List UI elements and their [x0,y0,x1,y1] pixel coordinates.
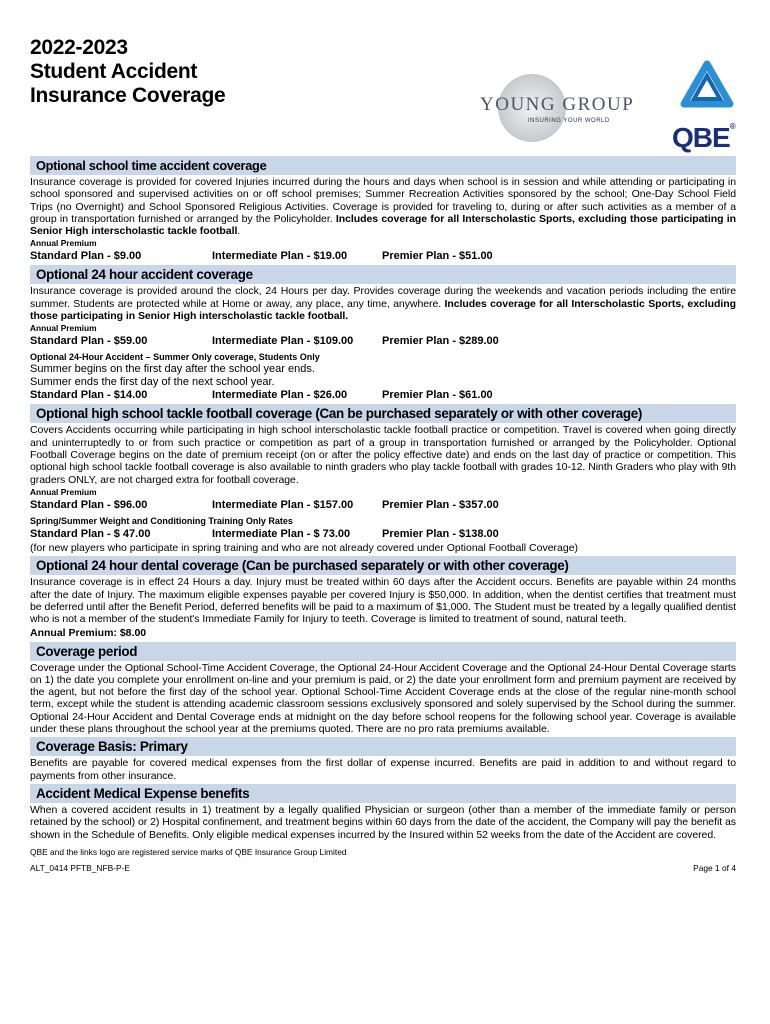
spring-training-label: Spring/Summer Weight and Conditioning Training Only Rates [30,515,293,526]
standard-plan: Standard Plan - $9.00 [30,250,142,263]
dental-premium: Annual Premium: $8.00 [30,626,147,639]
premier-plan: Premier Plan - $138.00 [382,527,499,540]
young-group-logo-text: YOUNG GROUP [480,94,635,115]
plan-row [30,527,736,541]
intermediate-plan: Intermediate Plan - $157.00 [212,498,354,511]
premier-plan: Premier Plan - $61.00 [382,389,493,402]
page-number: Page 1 of 4 [693,862,736,873]
section-body-football: Covers Accidents occurring while participating in high school interscholastic tackle football practice or competition. Travel is covered when going directly and uninterruptedly to or from such practice or competition as part of a group in transportation furnished or arranged by the Policyholder. Optional Football Coverage begins on the date of premium receipt (on or after the policy effective date) and ends on the last day of practice or competition. This optional high school tackle football coverage is also available to ninth graders who play tackle football with grades 10-12. Ninth Graders who play with 9th graders ONLY, are not charged extra for football coverage. [30,424,736,486]
section-body-medical-benefits: When a covered accident results in 1) treatment by a legally qualified Physician or surgeon (other than a member of the immediate family or person retained by the school) or 2) Hospital confinement, and treatment begins within 60 days from the date of the accident, the Company will pay the benefit as shown in the Schedule of Benefits. Only eligible medical expenses incurred by the Insured within 52 weeks from the date of the Accident are covered. [30,803,736,841]
premium-label: Annual Premium [30,486,97,497]
section-body-school-time: Insurance coverage is provided for covered Injuries incurred during the hours and days when school is in session and while attending or participating in school sponsored and supervised activities on or off school premises; Summer Recreation Activities sponsored by the school; One-Day School Field Trips (no Overnight) and School Sponsored Religious Activities. Coverage is provided for traveling to, during or after such activities as a member of a group in transportation furnished or arranged by the Policyholder. Includes coverage for all Interscholastic Sports, excluding those participating in Senior High interscholastic tackle football. [30,176,736,238]
intermediate-plan: Intermediate Plan - $ 73.00 [212,527,351,540]
standard-plan: Standard Plan - $59.00 [30,335,148,348]
intermediate-plan: Intermediate Plan - $109.00 [212,335,354,348]
summer-only-label: Optional 24-Hour Accident – Summer Only coverage, Students Only [30,352,320,363]
premier-plan: Premier Plan - $289.00 [382,335,499,348]
section-heading-coverage-period: Coverage period [30,642,736,661]
section-body-24-hour: Insurance coverage is provided around the clock, 24 Hours per day. Provides coverage during the weekends and vacation periods including the entire summer. Students are protected while at Home or away, any place, any time, anywhere. Includes coverage for all Interscholastic Sports, excluding those participating in Senior High interscholastic tackle football. [30,285,736,323]
header [30,36,736,154]
section-heading-medical-benefits: Accident Medical Expense benefits [30,784,736,803]
summer-line: Summer begins on the first day after the school year ends. [30,363,315,376]
section-heading-school-time: Optional school time accident coverage [30,156,736,175]
plan-row [30,388,736,402]
section-heading-coverage-basis: Coverage Basis: Primary [30,737,736,756]
qbe-wordmark: QBE® [672,122,735,153]
standard-plan: Standard Plan - $14.00 [30,389,148,402]
plan-row [30,249,736,263]
document-page [30,36,736,873]
plan-row [30,498,736,512]
young-group-tagline: INSURING YOUR WORLD [528,118,610,124]
young-group-logo [470,72,660,146]
form-code: ALT_0414 PFTB_NFB-P-E [30,862,130,873]
section-body-coverage-basis: Benefits are payable for covered medical expenses from the first dollar of expense incurred. Benefits are paid in addition to and without regard to payments from other insurance. [30,757,736,782]
intermediate-plan: Intermediate Plan - $26.00 [212,389,348,402]
intermediate-plan: Intermediate Plan - $19.00 [212,250,348,263]
section-body-dental: Insurance coverage is in effect 24 Hours a day. Injury must be treated within 60 days after the Accident occurs. Benefits are payable within 24 months after the date of Injury. The maximum eligible expenses payable per covered Injury is $50,000. In addition, when the dentist certifies that treatment must be deferred until after the Benefit Period, deferred benefits will be paid to a maximum of $1,000. The Student must be treated by a legally qualified dentist who is not a member of the student's Immediate Family for Injury to teeth. Coverage is limited to treatment of sound, natural teeth. [30,576,736,626]
football-note: (for new players who participate in spring training and who are not already covered under Optional Football Coverage) [30,541,579,554]
plan-row [30,334,736,348]
standard-plan: Standard Plan - $ 47.00 [30,527,151,540]
section-body-coverage-period: Coverage under the Optional School-Time Accident Coverage, the Optional 24-Hour Accident Coverage and the Optional 24-Hour Dental Coverage starts on 1) the date you complete your enrollment on-line and your premium is paid, or 2) the date your enrollment form and premium payment are received by the agent, but not before the first day of the school year. Optional School-Time Accident Coverage ends at the close of the regular nine-month school term, except while the student is attending academic classroom sessions exclusively sponsored and solely supervised by the School during the summer. Optional 24-Hour Accident and Dental Coverage ends at midnight on the day before school reopens for the following school year. Coverage is available under these plans throughout the school year at the premiums quoted. There are no pro rata premiums available. [30,661,736,736]
premier-plan: Premier Plan - $51.00 [382,250,493,263]
section-heading-24-hour: Optional 24 hour accident coverage [30,265,736,284]
footer-row [30,863,736,873]
summer-line: Summer ends the first day of the next school year. [30,375,275,388]
document-title: 2022-2023 Student Accident Insurance Coverage [30,36,226,107]
section-heading-dental: Optional 24 hour dental coverage (Can be purchased separately or with other coverage) [30,556,736,575]
section-heading-football: Optional high school tackle football coverage (Can be purchased separately or with other coverage) [30,404,736,423]
trademark-note: QBE and the links logo are registered service marks of QBE Insurance Group Limited [30,846,347,857]
premier-plan: Premier Plan - $357.00 [382,498,499,511]
standard-plan: Standard Plan - $96.00 [30,498,148,511]
premium-label: Annual Premium [30,238,97,249]
premium-label: Annual Premium [30,323,97,334]
